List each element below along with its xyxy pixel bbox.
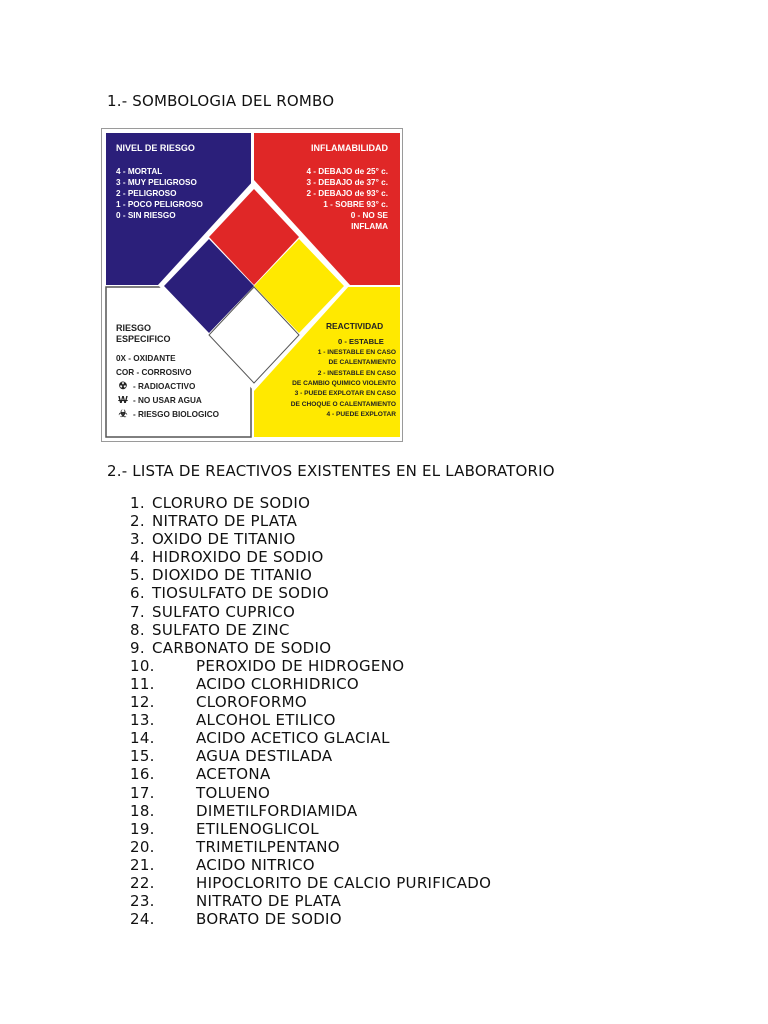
reactivity-line: 4 - PUEDE EXPLOTAR — [326, 411, 396, 419]
flammability-line: 1 - SOBRE 93° c. — [323, 200, 388, 209]
specific-item-label: COR - CORROSIVO — [116, 367, 192, 377]
reagent-name: CLOROFORMO — [196, 693, 307, 712]
reagent-number: 5. — [130, 566, 145, 585]
reactivity-text — [270, 321, 396, 421]
reagent-name: DIOXIDO DE TITANIO — [152, 566, 313, 585]
reactivity-line: 2 - INESTABLE EN CASO — [317, 369, 396, 377]
health-line: 4 - MORTAL — [116, 167, 163, 176]
specific-item-label: - RADIOACTIVO — [133, 381, 196, 391]
specific-item — [116, 393, 219, 407]
reactivity-title: REACTIVIDAD — [326, 321, 384, 331]
biohazard-icon: ☣ — [118, 408, 128, 420]
reagent-name: SULFATO CUPRICO — [152, 602, 296, 621]
reagent-number: 17. — [130, 783, 155, 802]
specific-item — [116, 407, 219, 421]
reactivity-line: DE CHOQUE O CALENTAMIENTO — [290, 400, 396, 408]
specific-text — [116, 323, 219, 421]
reagent-name: TOLUENO — [196, 783, 271, 802]
reagent-number: 3. — [130, 530, 145, 549]
reagent-name: ACIDO CLORHIDRICO — [196, 674, 360, 693]
reagent-number: 6. — [130, 584, 145, 603]
reagent-name: OXIDO DE TITANIO — [152, 530, 296, 549]
reagent-name: ACIDO NITRICO — [196, 855, 315, 874]
reagent-number: 8. — [130, 620, 145, 639]
health-line: 1 - POCO PELIGROSO — [116, 200, 203, 209]
flammability-line: 3 - DEBAJO de 37° c. — [306, 178, 388, 187]
flammability-line: INFLAMA — [351, 222, 388, 231]
reagent-name: SULFATO DE ZINC — [152, 620, 290, 639]
reagent-name: ALCOHOL ETILICO — [196, 711, 336, 730]
reagent-number: 1. — [130, 494, 145, 512]
reagent-number: 20. — [130, 837, 155, 856]
reagent-number: 9. — [130, 638, 145, 657]
health-text — [116, 143, 203, 221]
reagent-name: CLORURO DE SODIO — [152, 494, 311, 512]
specific-title-1: RIESGO — [116, 323, 152, 333]
reagent-number: 19. — [130, 819, 155, 838]
nfpa-diamond-figure — [101, 128, 403, 442]
reactivity-line: 0 - ESTABLE — [338, 337, 384, 347]
reagent-number: 24. — [130, 910, 155, 929]
reagent-name: ACIDO ACETICO GLACIAL — [196, 729, 390, 748]
section-2-heading: 2.- LISTA DE REACTIVOS EXISTENTES EN EL LABORATORIO — [107, 462, 555, 480]
reagent-number: 22. — [130, 873, 155, 892]
section-1-heading: 1.- SOMBOLOGIA DEL ROMBO — [107, 92, 335, 110]
flammability-line: 2 - DEBAJO de 93° c. — [306, 189, 388, 198]
flammability-line: 4 - DEBAJO de 25° c. — [306, 167, 388, 176]
specific-item — [116, 365, 219, 379]
reagent-name: TIOSULFATO DE SODIO — [152, 584, 329, 603]
specific-item-label: - NO USAR AGUA — [133, 395, 202, 405]
reagent-number: 13. — [130, 711, 155, 730]
reagent-number: 11. — [130, 674, 155, 693]
reagent-number: 21. — [130, 855, 155, 874]
reactivity-line: 1 - INESTABLE EN CASO — [317, 348, 396, 356]
health-line: 3 - MUY PELIGROSO — [116, 178, 197, 187]
specific-item-label: 0X - OXIDANTE — [116, 353, 176, 363]
reactivity-line: 3 - PUEDE EXPLOTAR EN CASO — [294, 390, 396, 398]
reagent-name: BORATO DE SODIO — [196, 910, 342, 929]
reagent-number: 18. — [130, 801, 155, 820]
reagent-name: NITRATO DE PLATA — [152, 512, 298, 531]
reagent-number: 4. — [130, 548, 145, 567]
reagent-number: 16. — [130, 765, 155, 784]
reagent-name: CARBONATO DE SODIO — [152, 638, 332, 657]
reagent-number: 14. — [130, 729, 155, 748]
reactivity-line: DE CAMBIO QUIMICO VIOLENTO — [292, 380, 396, 388]
reagent-name: TRIMETILPENTANO — [196, 837, 340, 856]
reagent-name: PEROXIDO DE HIDROGENO — [196, 656, 405, 675]
specific-item — [116, 351, 219, 365]
flammability-text — [306, 143, 388, 232]
specific-item-label: - RIESGO BIOLOGICO — [133, 409, 219, 419]
reagent-name: HIPOCLORITO DE CALCIO PURIFICADO — [196, 873, 492, 892]
radiation-icon: ☢ — [118, 380, 128, 392]
flammability-line: 0 - NO SE — [350, 211, 388, 220]
no-water-icon: W — [118, 394, 128, 406]
reagent-number: 23. — [130, 892, 155, 911]
reagent-name: NITRATO DE PLATA — [196, 892, 342, 911]
reagent-name: ETILENOGLICOL — [196, 819, 319, 838]
reagent-number: 2. — [130, 512, 145, 531]
reagent-name: AGUA DESTILADA — [196, 747, 333, 766]
health-line: 2 - PELIGROSO — [116, 189, 177, 198]
health-line: 0 - SIN RIESGO — [116, 211, 176, 220]
reagent-name: ACETONA — [196, 765, 271, 784]
specific-title-2: ESPECIFICO — [116, 334, 171, 344]
flammability-title: INFLAMABILIDAD — [311, 143, 388, 153]
specific-item — [116, 379, 219, 393]
reagent-number: 15. — [130, 747, 155, 766]
reagent-number: 7. — [130, 602, 145, 621]
health-title: NIVEL DE RIESGO — [116, 143, 195, 153]
reactivity-line: DE CALENTAMIENTO — [328, 359, 396, 367]
reagent-name: DIMETILFORDIAMIDA — [196, 801, 358, 820]
reagent-number: 10. — [130, 656, 155, 675]
reagent-name: HIDROXIDO DE SODIO — [152, 548, 324, 567]
reagent-number: 12. — [130, 693, 155, 712]
